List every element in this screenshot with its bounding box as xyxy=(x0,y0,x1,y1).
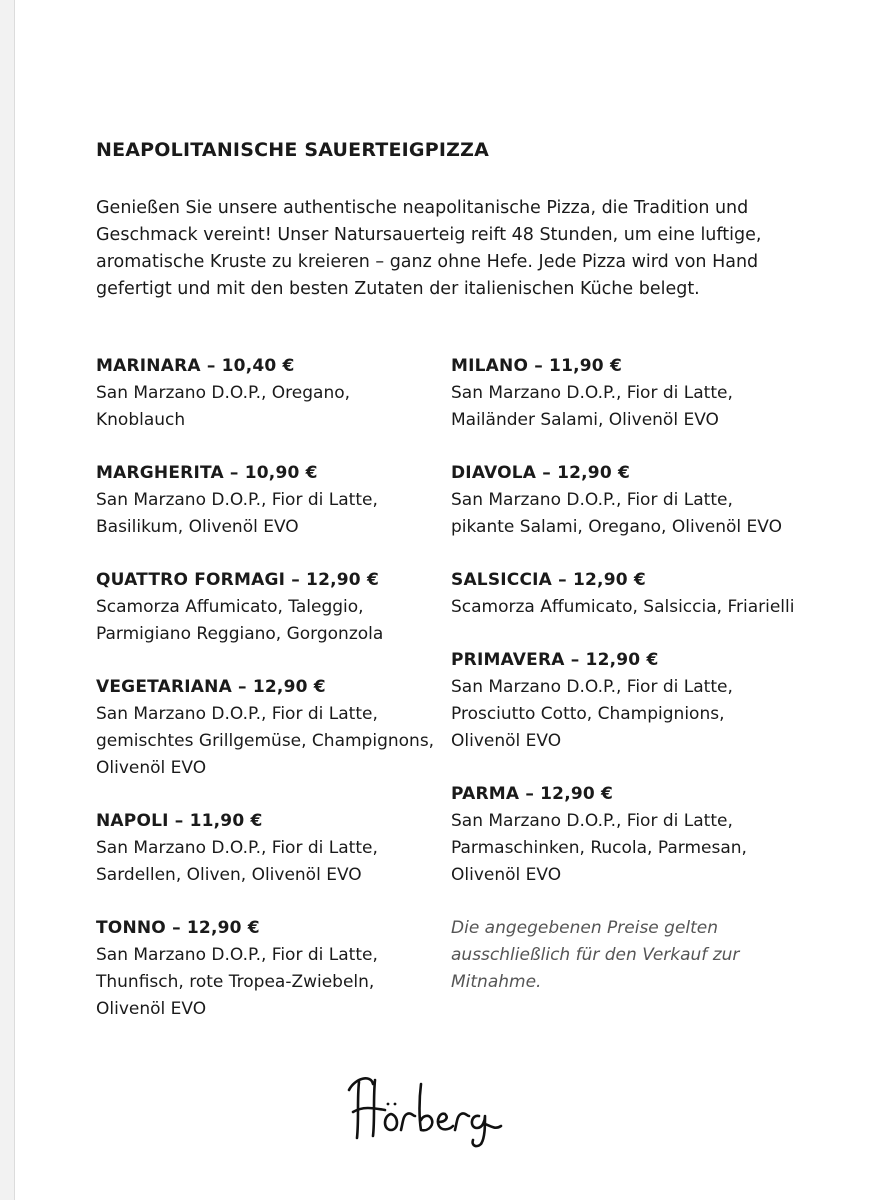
menu-item-name: MARGHERITA – 10,90 € xyxy=(96,463,318,483)
menu-item-description: San Marzano D.O.P., Fior di Latte, Parmaschinken, Rucola, Parmesan, Olivenöl EVO xyxy=(451,811,747,885)
menu-item-name: SALSICCIA – 12,90 € xyxy=(451,570,646,590)
menu-item xyxy=(451,781,796,889)
menu-item-description: San Marzano D.O.P., Fior di Latte, Sardellen, Oliven, Olivenöl EVO xyxy=(96,838,378,885)
menu-item xyxy=(451,567,796,621)
menu-item-name: MARINARA – 10,40 € xyxy=(96,356,295,376)
menu-item-description: San Marzano D.O.P., Oregano, Knoblauch xyxy=(96,383,351,430)
menu-title: NEAPOLITANISCHE SAUERTEIGPIZZA xyxy=(96,139,489,161)
hoerberg-logo xyxy=(345,1060,525,1150)
menu-item-description: Scamorza Affumicato, Salsiccia, Friarielli xyxy=(451,597,795,617)
menu-item xyxy=(96,567,441,648)
menu-column-right xyxy=(451,353,796,996)
menu-item-name: PARMA – 12,90 € xyxy=(451,784,614,804)
menu-item-description: San Marzano D.O.P., Fior di Latte, Mailänder Salami, Olivenöl EVO xyxy=(451,383,733,430)
menu-item xyxy=(96,353,441,434)
menu-page xyxy=(14,0,872,1200)
menu-item-name: NAPOLI – 11,90 € xyxy=(96,811,263,831)
takeaway-price-note: Die angegebenen Preise gelten ausschließlich für den Verkauf zur Mitnahme. xyxy=(451,918,740,992)
menu-item xyxy=(96,808,441,889)
menu-item-description: Scamorza Affumicato, Taleggio, Parmigiano Reggiano, Gorgonzola xyxy=(96,597,384,644)
menu-item xyxy=(96,460,441,541)
menu-item-name: MILANO – 11,90 € xyxy=(451,356,622,376)
menu-item-description: San Marzano D.O.P., Fior di Latte, Prosciutto Cotto, Champignions, Olivenöl EVO xyxy=(451,677,733,751)
menu-item-description: San Marzano D.O.P., Fior di Latte, Basilikum, Olivenöl EVO xyxy=(96,490,378,537)
menu-item-name: PRIMAVERA – 12,90 € xyxy=(451,650,659,670)
menu-item-name: TONNO – 12,90 € xyxy=(96,918,260,938)
menu-item-description: San Marzano D.O.P., Fior di Latte, pikante Salami, Oregano, Olivenöl EVO xyxy=(451,490,782,537)
menu-item xyxy=(96,915,441,1023)
menu-item xyxy=(451,353,796,434)
menu-item-name: VEGETARIANA – 12,90 € xyxy=(96,677,326,697)
menu-item-description: San Marzano D.O.P., Fior di Latte, gemischtes Grillgemüse, Champignons, Olivenöl EVO xyxy=(96,704,435,778)
menu-item-description: San Marzano D.O.P., Fior di Latte, Thunfisch, rote Tropea-Zwiebeln, Olivenöl EVO xyxy=(96,945,378,1019)
menu-item xyxy=(451,460,796,541)
menu-item xyxy=(96,674,441,782)
menu-item-name: QUATTRO FORMAGI – 12,90 € xyxy=(96,570,379,590)
menu-item xyxy=(451,647,796,755)
menu-intro: Genießen Sie unsere authentische neapolitanische Pizza, die Tradition und Geschmack vereint! Unser Natursauerteig reift 48 Stunden, um eine luftige, aromatische Kruste zu kreieren – ganz ohne Hefe. Jede Pizza wird von Hand gefertigt und mit den besten Zutaten der italienischen Küche belegt. xyxy=(96,198,762,299)
menu-column-left xyxy=(96,353,441,1049)
menu-item-name: DIAVOLA – 12,90 € xyxy=(451,463,630,483)
